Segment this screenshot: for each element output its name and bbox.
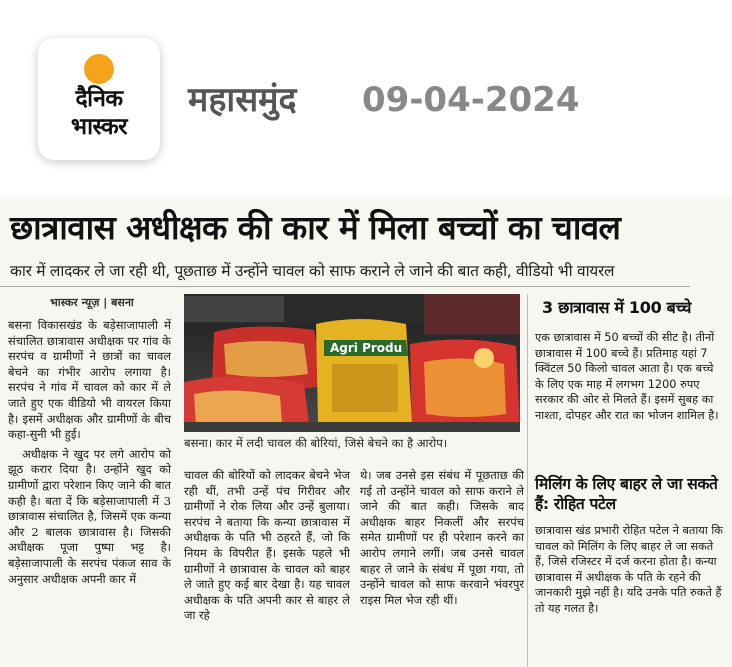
- paragraph: बसना विकासखंड के बड़ेसाजापाली में संचालित छात्रावास अधीक्षक पर गांव के सरपंच व ग्रामीणों ने छात्रों का चावल बेचने का गंभीर आरोप लगाया है। सरपंच ने गांव में चावल को कार में ले जाते हुए एक वीडियो भी वायरल किया है। इसमें अधीक्षक और ग्रामीणों के बीच कहा-सुनी भी हुई।: [8, 318, 171, 442]
- city-name: महासमुंद: [188, 80, 297, 120]
- article-column-1: [8, 318, 171, 667]
- article-subheadline: कार में लादकर ले जा रही थी, पूछताछ में उन्होंने चावल को साफ कराने ले जाने की बात कही, वीडियो भी वायरल: [10, 262, 615, 280]
- article-headline: छात्रावास अधीक्षक की कार में मिला बच्चों का चावल: [10, 208, 621, 247]
- byline: भास्कर न्यूज़ | बसना: [50, 296, 134, 309]
- rice-sacks-in-car-image: [184, 294, 520, 432]
- sack-label-text: Agri Produ: [330, 341, 403, 355]
- logo-text-line1: दैनिक: [75, 86, 123, 112]
- sidebar-paragraph: छात्रावास खंड प्रभारी रोहित पटेल ने बताया कि चावल को मिलिंग के लिए बाहर ले जा सकते हैं, जिसे रजिस्टर में दर्ज करना होता है। कन्या छात्रावास में अधीक्षक के पति के रहने की जानकारी मुझे नहीं है। यदि उनके पति रुकते हैं तो यह गलत है।: [535, 524, 723, 615]
- sidebar-heading: 3 छात्रावास में 100 बच्चे: [542, 298, 692, 317]
- sidebar-heading: मिलिंग के लिए बाहर ले जा सकते हैं: रोहित पटेल: [535, 475, 718, 513]
- sun-icon: [84, 54, 114, 84]
- article-photo: [184, 294, 520, 432]
- newspaper-clipping: [0, 196, 732, 667]
- column-divider: [527, 294, 528, 667]
- photo-caption: बसना। कार में लदी चावल की बोरियां, जिसे बेचने का है आरोप।: [184, 436, 448, 450]
- article-column-3: थे। जब उनसे इस संबंध में पूछताछ की गई तो उन्होंने चावल को साफ कराने ले जाने की बात कही। जिसके बाद अधीक्षक बाहर निकलीं और सरपंच समेत ग्रामीणों पर ही परेशान करने का आरोप लगाने लगीं। जब उनसे चावल बाहर ले जाने के संबंध में पूछा गया, तो उन्होंने चावल को साफ करवाने भंवरपुर राइस मिल भेज रही थीं।: [360, 468, 524, 607]
- article-column-2: चावल की बोरियों को लादकर बेचने भेज रही थीं, तभी उन्हें पंच गिरीवर और ग्रामीणों ने रोक लिया और उन्हें बुलाया। सरपंच ने बताया कि कन्या छात्रावास में अधीक्षक के पति भी ठहरते हैं, जो कि नियम के विपरीत हैं। इसके पहले भी ग्रामीणों ने छात्रावास के चावल को बाहर ले जाते हुए कई बार देखा है। यह चावल अधीक्षक के पति अपनी कार से बाहर ले जा रहे: [184, 468, 350, 623]
- logo-text-line2: भास्कर: [70, 114, 128, 140]
- dainik-bhaskar-logo: [38, 38, 160, 160]
- paragraph: अधीक्षक ने खुद पर लगे आरोप को झूठ करार दिया है। उन्होंने खुद को ग्रामीणों द्वारा परेशान किए जाने की बात कही है। बता दें कि बड़ेसाजापाली में 3 छात्रावास संचालित है, जिसमें एक कन्या और 2 बालक छात्रावास है। जिसकी अधीक्षक पूजा पुष्पा भट्ट है। बड़ेसाजापाली के सरपंच पंकज साव के अनुसार अधीक्षक अपनी कार में: [8, 446, 171, 586]
- publication-date: 09-04-2024: [362, 80, 580, 120]
- sidebar-paragraph: एक छात्रावास में 50 बच्चों की सीट है। तीनों छात्रावास में 100 बच्चे हैं। प्रतिमाह यहां 7 क्विंटल 50 किलो चावल आता है। एक बच्चे के लिए एक माह में लगभग 1200 रुपए सरकार की ओर से मिलते हैं। इसमें सुबह का नाश्ता, दोपहर और रात का भोजन शामिल है।: [535, 331, 719, 422]
- divider: [0, 286, 690, 287]
